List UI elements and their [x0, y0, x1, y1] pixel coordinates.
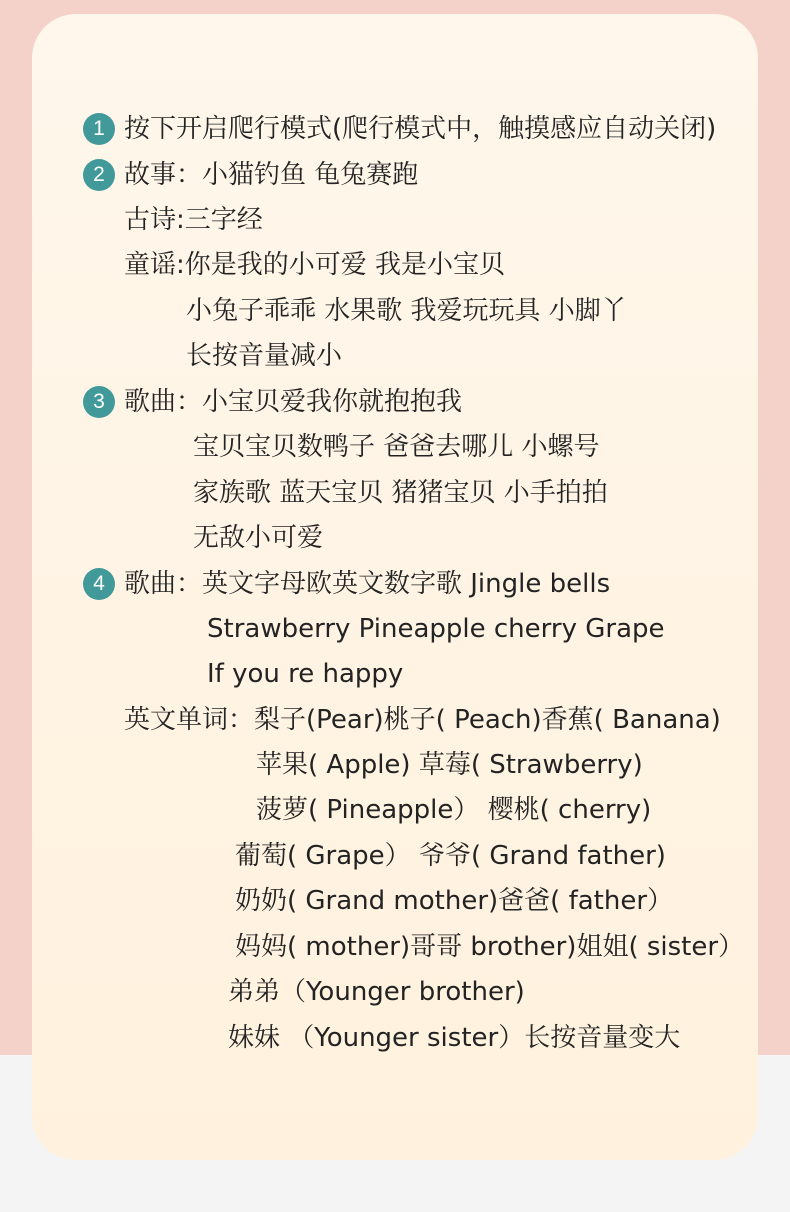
nursery-rhyme-line-2: 小兔子乖乖 水果歌 我爱玩玩具 小脚丫: [186, 296, 627, 326]
english-words-line-2: 苹果( Apple) 草莓( Strawberry): [256, 750, 643, 780]
badge-1: 1: [83, 113, 115, 145]
badge-3: 3: [83, 386, 115, 418]
english-words-line-5: 奶奶( Grand mother)爸爸( father）: [235, 886, 674, 916]
songs-line-3: 家族歌 蓝天宝贝 猪猪宝贝 小手拍拍: [193, 478, 608, 508]
english-songs-line-2: Strawberry Pineapple cherry Grape: [207, 614, 665, 644]
nursery-rhyme-line: 童谣:你是我的小可爱 我是小宝贝: [124, 250, 506, 280]
crawl-mode-line: 按下开启爬行模式(爬行模式中，触摸感应自动关闭): [124, 114, 717, 144]
songs-line-4: 无敌小可爱: [193, 523, 324, 553]
badge-2: 2: [83, 159, 115, 191]
english-words-line-7: 弟弟（Younger brother): [228, 977, 525, 1007]
poem-line: 古诗:三字经: [124, 205, 263, 235]
english-words-line-4: 葡萄( Grape） 爷爷( Grand father): [235, 841, 666, 871]
english-words-line-3: 菠萝( Pineapple） 樱桃( cherry): [256, 795, 652, 825]
english-words-line-6: 妈妈( mother)哥哥 brother)姐姐( sister）: [235, 932, 745, 962]
english-songs-line: 歌曲：英文字母欧英文数字歌 Jingle bells: [124, 569, 611, 599]
volume-up-line: 妹妹 （Younger sister）长按音量变大: [228, 1023, 681, 1053]
volume-down-line: 长按音量减小: [186, 341, 343, 371]
badge-4: 4: [83, 568, 115, 600]
english-songs-line-3: If you re happy: [207, 659, 404, 689]
songs-line-2: 宝贝宝贝数鸭子 爸爸去哪儿 小螺号: [193, 432, 600, 462]
stories-line: 故事：小猫钓鱼 龟兔赛跑: [124, 160, 419, 190]
songs-line: 歌曲：小宝贝爱我你就抱抱我: [124, 387, 463, 417]
english-words-line: 英文单词：梨子(Pear)桃子( Peach)香蕉( Banana): [124, 705, 721, 735]
